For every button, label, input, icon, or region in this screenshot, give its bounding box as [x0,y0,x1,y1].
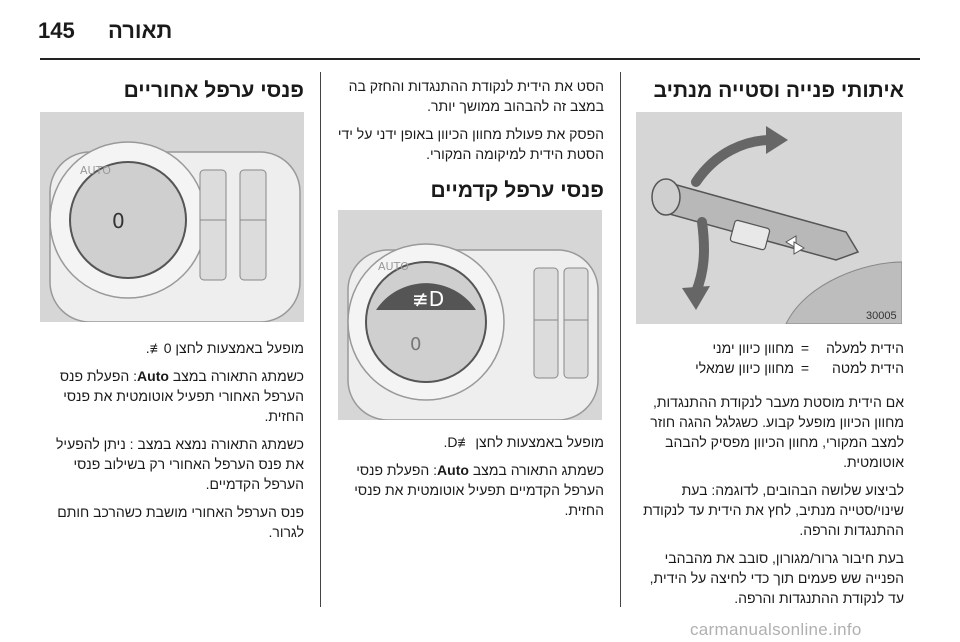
auto-paragraph [336,460,604,520]
svg-text:≢D: ≢D [412,287,445,311]
auto-before: כשמתג התאורה במצב [172,368,304,384]
activate-text: מופעל באמצעות לחצן [475,434,604,450]
mapping-action: הידית למעלה [826,340,904,356]
auto-word: Auto [137,368,169,384]
light-switch-illustration-rear [40,112,304,322]
front-fog-icon: ≢D [447,434,472,450]
svg-text:0: 0 [410,334,422,355]
turn-signal-lever-illustration [636,112,902,324]
right-column-text [636,338,904,616]
rear-fog-icon: 0≢ [149,340,172,356]
paragraph: הסט את הידית לנקודת ההתנגדות והחזק בה במצב זה להבהוב ממושך יותר. [348,78,604,114]
mapping-row-down [636,358,904,378]
section-title-rear-fog: פנסי ערפל אחוריים [123,79,304,102]
activate-text: מופעל באמצעות לחצן [175,340,304,356]
lights-paragraph: כשמתג התאורה נמצא במצב : ניתן להפעיל את פנס הערפל האחורי רק בשילוב פנסי הערפל הקדמיים. [56,436,304,492]
activate-paragraph: מופעל באמצעות לחצן 0≢. [145,340,304,356]
mapping-sep: = [800,340,810,356]
switch-auto-label: AUTO [378,260,409,273]
auto-word: Auto [437,462,469,478]
svg-text:0: 0 [112,209,125,233]
mapping-result: מחוון כיוון ימני [712,340,794,356]
middle-column-text [336,432,604,528]
auto-before: כשמתג התאורה במצב [472,462,604,478]
paragraph: לביצוע שלושה הבהובים, לדוגמה: בעת שינוי/סטייה מנתיב, לחץ את הידית עד לנקודת ההתנגדות והרפה. [643,482,904,538]
rear-fog-switch-figure [40,112,304,322]
switch-auto-label: AUTO [80,164,111,177]
auto-after: : הפעלת פנס הערפל האחורי תפעיל אוטומטית את פנסי החזית. [59,368,304,424]
turn-signal-lever-figure [636,112,902,324]
mapping-action: הידית למטה [832,360,904,376]
last-paragraph: פנס הערפל האחורי מושבת כשהרכב חותם לגרור. [57,504,304,540]
auto-paragraph [40,366,304,426]
page-number: 145 [38,18,75,43]
auto-after: : הפעלת פנסי הערפל הקדמיים תפעיל אוטומטית את פנסי החזית. [354,462,604,518]
chapter-title: תאורה [108,18,173,43]
light-switch-illustration-front [338,210,602,420]
header-rule [40,58,920,60]
column-divider-left [320,72,321,607]
left-column-text [40,338,304,550]
section-title-front-fog: פנסי ערפל קדמיים [430,179,604,202]
mapping-sep: = [800,360,810,376]
figure-number: 30005 [866,310,897,322]
section-title-turn-signals: איתותי פנייה וסטייה מנתיב [653,79,904,102]
front-fog-switch-figure [338,210,602,420]
middle-column [336,76,604,204]
paragraph: הפסק את פעולת מחוון הכיוון באופן ידני על ידי הסטת הידית למיקומה המקורי. [337,126,604,162]
mapping-row-up [636,338,904,358]
column-divider-right [620,72,621,607]
mapping-result: מחוון כיוון שמאלי [695,360,794,376]
activate-paragraph: מופעל באמצעות לחצן ≢D. [443,434,604,450]
paragraph: בעת חיבור גרור/מגורון, סובב את מהבהבי הפנייה שש פעמים תוך כדי לחיצה על הידית, עד לנקודת ההתנגדות והרפה. [649,550,904,606]
right-column [636,78,904,104]
paragraph: אם הידית מוסטת מעבר לנקודת ההתנגדות, מחוון הכיוון מופעל קבוע. כשגלגל ההגה חוזר למצב המקורי, מחוון הכיוון מפסיק להבהב אוטומטית. [650,394,904,470]
left-column [40,78,304,104]
watermark: carmanualsonline.info [690,620,862,639]
